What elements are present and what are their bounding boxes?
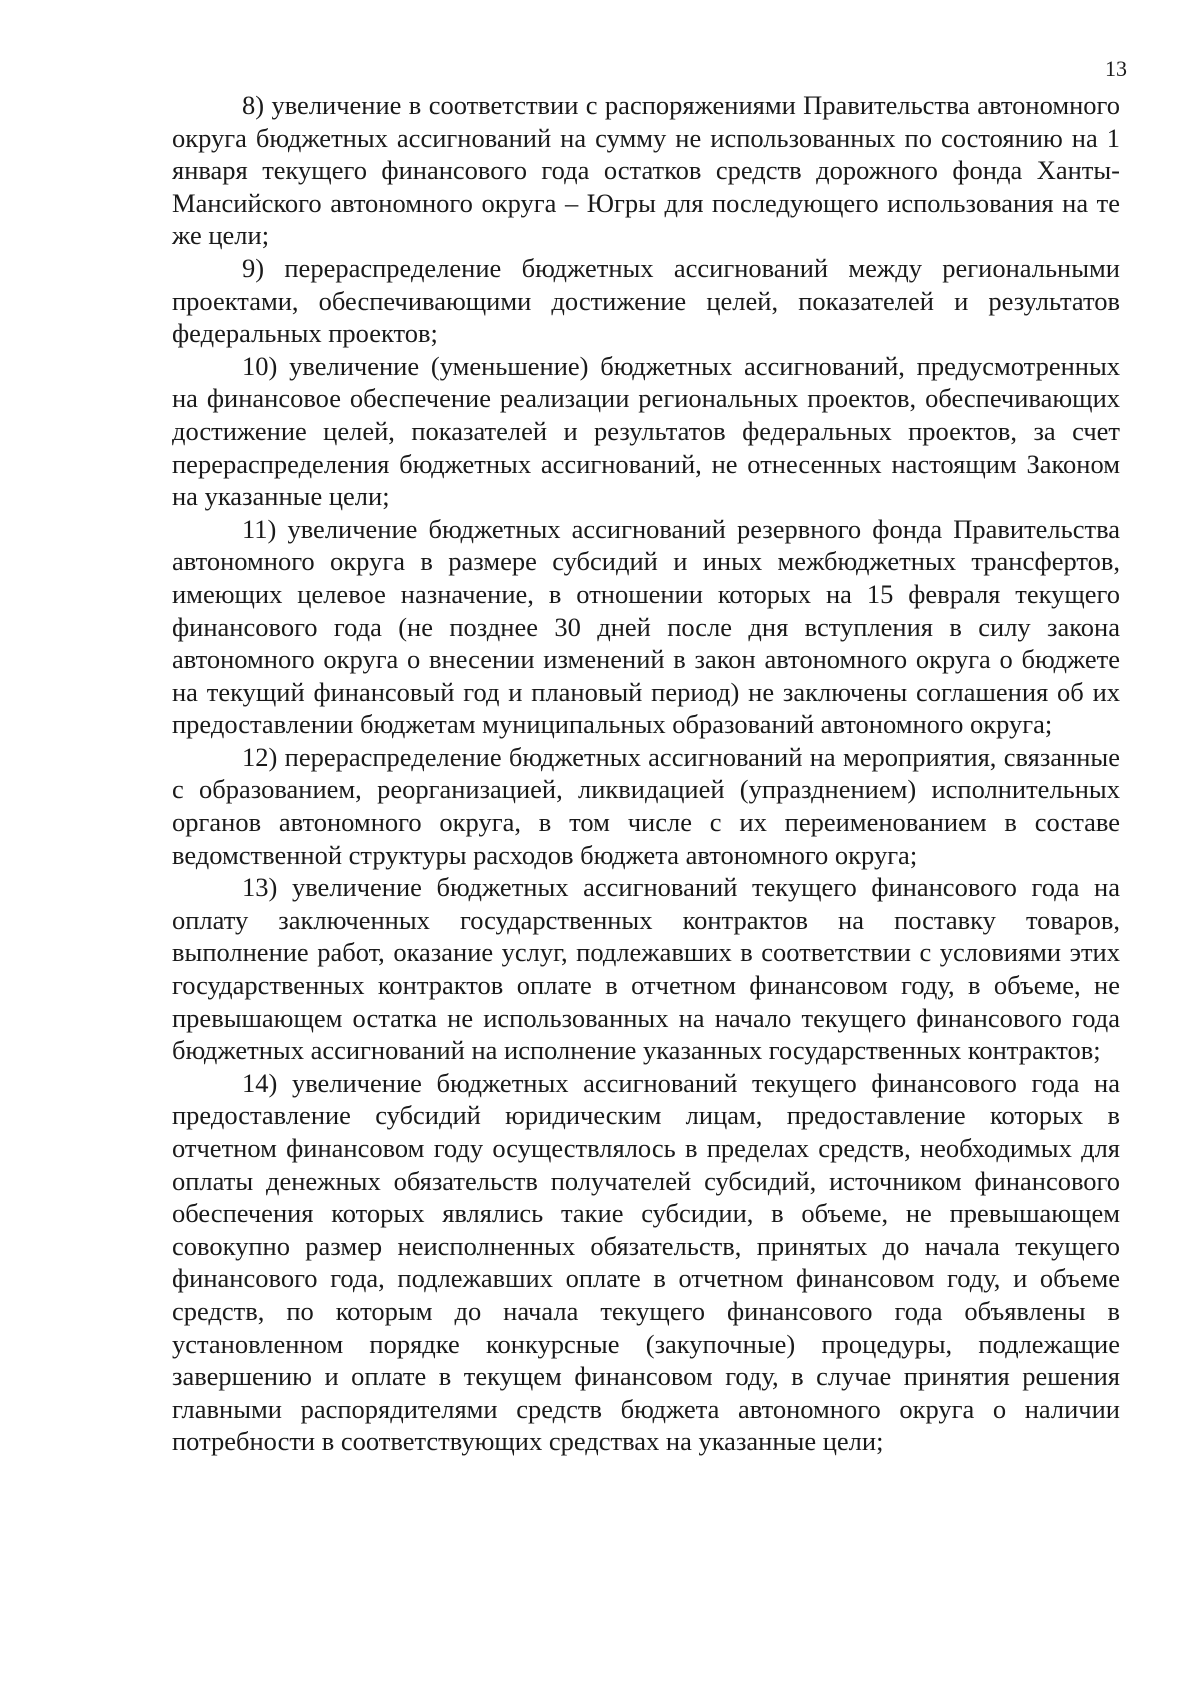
list-item-14: 14) увеличение бюджетных ассигнований текущего финансового года на предоставление субсидий юридическим лицам, предоставление которых в отчетном финансовом году осуществлялось в пределах средств, необходимых для оплаты денежных обязательств получателей субсидий, источником финансового обеспечения которых являлись такие субсидии, в объеме, не превышающем совокупно размер неисполненных обязательств, принятых до начала текущего финансового года, подлежавших оплате в отчетном финансовом году, и объеме средств, по которым до начала текущего финансового года объявлены в установленном порядке конкурсные (закупочные) процедуры, подлежащие завершению и оплате в текущем финансовом году, в случае принятия решения главными распорядителями средств бюджета автономного округа о наличии потребности в соответствующих средствах на указанные цели; — [172, 1067, 1120, 1457]
list-item-13: 13) увеличение бюджетных ассигнований текущего финансового года на оплату заключенных государственных контрактов на поставку товаров, выполнение работ, оказание услуг, подлежавших в соответствии с условиями этих государственных контрактов оплате в отчетном финансовом году, в объеме, не превышающем остатка не использованных на начало текущего финансового года бюджетных ассигнований на исполнение указанных государственных контрактов; — [172, 872, 1120, 1066]
list-item-10: 10) увеличение (уменьшение) бюджетных ассигнований, предусмотренных на финансовое обеспечение реализации региональных проектов, обеспечивающих достижение целей, показателей и результатов федеральных проектов, за счет перераспределения бюджетных ассигнований, не отнесенных настоящим Законом на указанные цели; — [172, 350, 1120, 512]
list-item-12: 12) перераспределение бюджетных ассигнований на мероприятия, связанные с образованием, реорганизацией, ликвидацией (упразднением) исполнительных органов автономного округа, в том числе с их переименованием в составе ведомственной структуры расходов бюджета автономного округа; — [172, 741, 1120, 870]
list-item-11: 11) увеличение бюджетных ассигнований резервного фонда Правительства автономного округа в размере субсидий и иных межбюджетных трансфертов, имеющих целевое назначение, в отношении которых на 15 февраля текущего финансового года (не позднее 30 дней после дня вступления в силу закона автономного округа о внесении изменений в закон автономного округа о бюджете на текущий финансовый год и плановый период) не заключены соглашения об их предоставлении бюджетам муниципальных образований автономного округа; — [172, 513, 1120, 740]
page-number: 13 — [1105, 56, 1127, 81]
document-body — [172, 89, 1120, 1458]
list-item-9: 9) перераспределение бюджетных ассигнований между региональными проектами, обеспечивающими достижение целей, показателей и результатов федеральных проектов; — [172, 252, 1120, 349]
list-item-8: 8) увеличение в соответствии с распоряжениями Правительства автономного округа бюджетных ассигнований на сумму не использованных по состоянию на 1 января текущего финансового года остатков средств дорожного фонда Ханты-Мансийского автономного округа – Югры для последующего использования на те же цели; — [172, 90, 1120, 251]
